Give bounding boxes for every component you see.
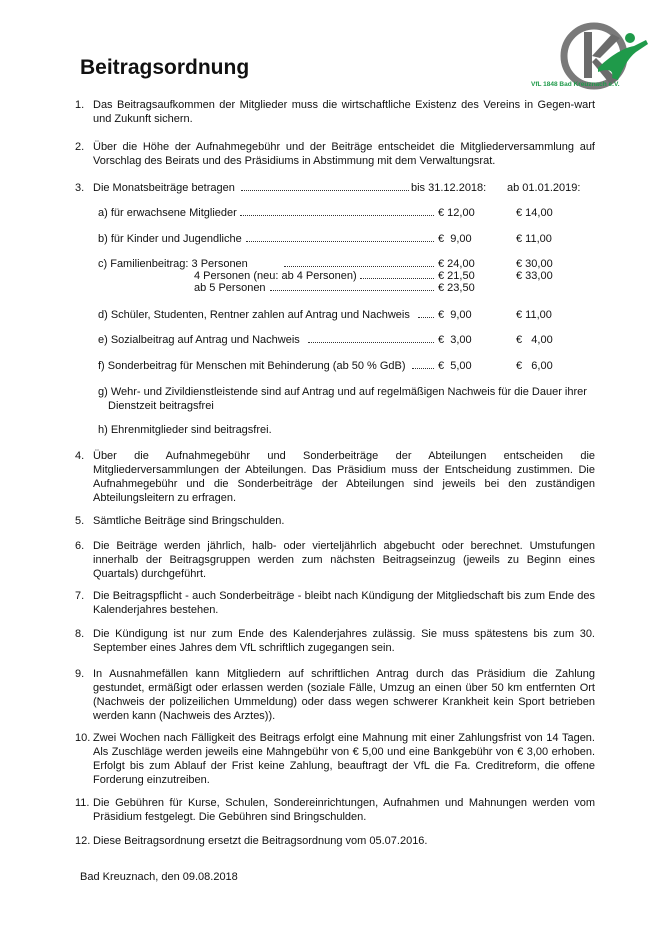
note-h: h) Ehrenmitglieder sind beitragsfrei.	[98, 424, 272, 436]
fee-label: a) für erwachsene Mitglieder	[98, 207, 237, 219]
list-item	[75, 514, 595, 528]
dot-leader	[240, 215, 434, 216]
fee-current: € 24,00	[438, 258, 475, 270]
fee-row	[98, 281, 598, 295]
item-number: 9.	[75, 668, 85, 680]
page-title: Beitragsordnung	[80, 56, 250, 79]
place-date: Bad Kreuznach, den 09.08.2018	[80, 871, 238, 883]
item-number: 10.	[75, 732, 91, 744]
fee-new: € 14,00	[516, 207, 553, 219]
dot-leader	[308, 342, 434, 343]
list-item	[75, 667, 595, 723]
fee-new: € 33,00	[516, 270, 553, 282]
fee-current: € 3,00	[438, 334, 472, 346]
item-number: 12.	[75, 835, 91, 847]
fee-new: € 6,00	[516, 360, 553, 372]
dot-leader	[360, 278, 434, 279]
item-text: Die Monatsbeiträge betragen	[93, 182, 235, 194]
fee-current: € 23,50	[438, 282, 475, 294]
list-item	[75, 731, 595, 787]
item-number: 3.	[75, 182, 85, 194]
fee-new: € 30,00	[516, 258, 553, 270]
fee-current: € 21,50	[438, 270, 475, 282]
fee-label: ab 5 Personen	[194, 282, 266, 294]
logo-text: VfL 1848 Bad Kreuznach e.V.	[531, 81, 620, 88]
fee-label: 4 Personen (neu: ab 4 Personen)	[194, 270, 357, 282]
fee-new: € 11,00	[516, 309, 552, 321]
item-text: Die Beitragspflicht - auch Sonderbeiträge - bleibt nach Kündigung der Mitgliedschaft bis zum Ende des Kalenderjahres bestehen.	[93, 590, 595, 616]
column-header-current: bis 31.12.2018:	[411, 182, 487, 194]
fee-row	[98, 308, 598, 322]
item-number: 2.	[75, 141, 85, 153]
fee-row	[98, 232, 598, 246]
fee-new: € 11,00	[516, 233, 552, 245]
item-number: 6.	[75, 540, 85, 552]
list-item	[75, 140, 595, 168]
fee-row	[98, 206, 598, 220]
fee-current: € 9,00	[438, 309, 472, 321]
item-text: In Ausnahmefällen kann Mitgliedern auf schriftlichen Antrag durch das Präsidium die Zahlung gestundet, ermäßigt oder erlassen werden (soziale Fälle, Umzug an einen über 50 km entfernten Ort (Nachweis der polizeilichen Ummeldung) oder dass wegen schwerer Krankheit kein Sport betrieben werden kann (Nachweis des Arztes)).	[93, 668, 595, 722]
item-number: 8.	[75, 628, 85, 640]
fee-row	[98, 333, 598, 347]
list-item	[75, 834, 595, 848]
item-text: Diese Beitragsordnung ersetzt die Beitragsordnung vom 05.07.2016.	[93, 835, 428, 847]
fee-current: € 12,00	[438, 207, 475, 219]
item-text: Sämtliche Beiträge sind Bringschulden.	[93, 515, 285, 527]
dot-leader	[284, 266, 434, 267]
column-header-new: ab 01.01.2019:	[507, 182, 581, 194]
item-number: 11.	[75, 797, 90, 809]
fee-current: € 5,00	[438, 360, 472, 372]
fee-label: d) Schüler, Studenten, Rentner zahlen auf Antrag und Nachweis	[98, 309, 410, 321]
item-text: Die Gebühren für Kurse, Schulen, Sondereinrichtungen, Aufnahmen und Mahnungen werden vom Präsidium festgelegt. Die Gebühren sind Bringschulden.	[93, 797, 595, 823]
note-g: g) Wehr- und Zivildienstleistende sind auf Antrag und auf regelmäßigen Nachweis für die Dauer ihrer Dienstzeit beitragsfrei	[98, 386, 587, 412]
item-number: 1.	[75, 99, 85, 111]
fee-label: c) Familienbeitrag: 3 Personen	[98, 258, 248, 270]
dot-leader	[246, 241, 434, 242]
list-item	[75, 627, 595, 655]
fee-label: f) Sonderbeitrag für Menschen mit Behinderung (ab 50 % GdB)	[98, 360, 406, 372]
item-text: Über die Aufnahmegebühr und Sonderbeiträge der Abteilungen entscheiden die Mitgliederversammlungen der Abteilungen. Das Präsidium muss der Entscheidung zustimmen. Die Aufnahmegebühr und die Sonderbeiträge der Abteilungen sind jeweils bei den zuständigen Abteilungsleitern zu erfragen.	[93, 450, 595, 504]
fee-row	[98, 359, 598, 373]
list-item	[75, 98, 595, 126]
dot-leader	[270, 290, 434, 291]
item-text: Über die Höhe der Aufnahmegebühr und der Beiträge entscheidet die Mitgliederversammlung auf Vorschlag des Beirats und des Präsidiums in Abstimmung mit dem Verwaltungsrat.	[93, 141, 595, 167]
dot-leader	[412, 368, 434, 369]
fee-label: e) Sozialbeitrag auf Antrag und Nachweis	[98, 334, 300, 346]
item-text: Das Beitragsaufkommen der Mitglieder muss die wirtschaftliche Existenz des Vereins in Gegen-wart und Zukunft sichern.	[93, 99, 595, 125]
item-number: 5.	[75, 515, 85, 527]
item-text: Die Beiträge werden jährlich, halb- oder vierteljährlich abgebucht oder berechnet. Umstufungen innerhalb der Beitragsgruppen werden zum nächsten Beitragseinzug (jeweils zu Beginn eines Quartals) durchgeführt.	[93, 540, 595, 580]
fee-current: € 9,00	[438, 233, 472, 245]
item-number: 7.	[75, 590, 85, 602]
list-item	[75, 796, 595, 824]
item-text: Die Kündigung ist nur zum Ende des Kalenderjahres zulässig. Sie muss spätestens bis zum 30. September eines Jahres dem VfL schriftlich zugegangen sein.	[93, 628, 595, 654]
fee-label: b) für Kinder und Jugendliche	[98, 233, 242, 245]
list-item	[75, 589, 595, 617]
fee-new: € 4,00	[516, 334, 553, 346]
dot-leader	[418, 317, 434, 318]
item-text: Zwei Wochen nach Fälligkeit des Beitrags erfolgt eine Mahnung mit einer Zahlungsfrist von 14 Tagen. Als Zuschläge werden jeweils eine Mahngebühr von € 5,00 und eine Bankgebühr von € 3,00 erhoben. Erfolgt bis zum Ablauf der Frist keine Zahlung, beauftragt der VfL die Fa. Creditreform, die offene Forderung einzutreiben.	[93, 732, 595, 786]
dot-leader	[241, 190, 409, 191]
list-item	[75, 539, 595, 581]
item-number: 4.	[75, 450, 85, 462]
list-item	[75, 449, 595, 505]
